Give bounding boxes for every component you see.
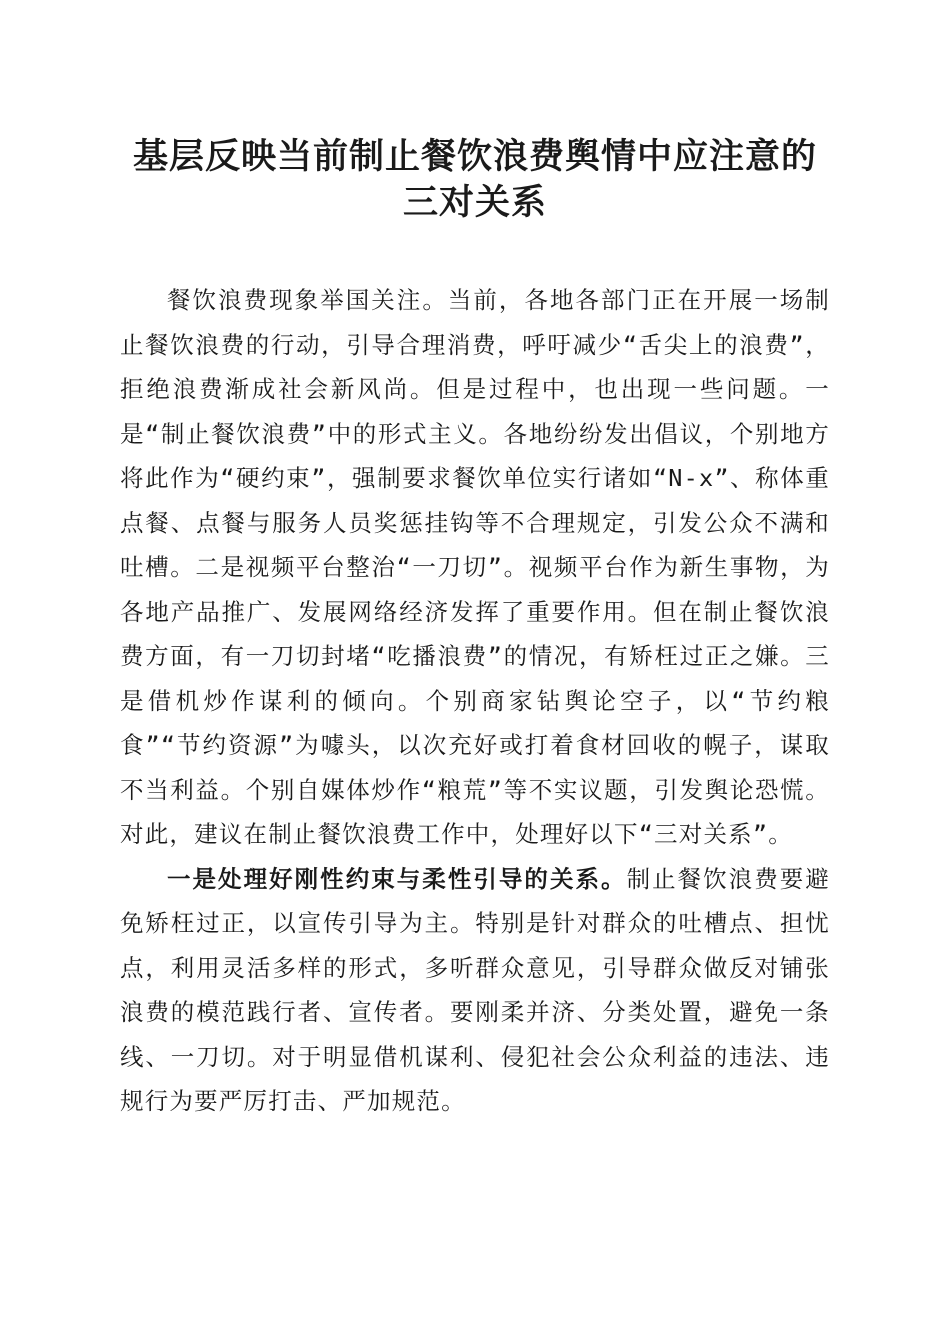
paragraph-intro bbox=[120, 278, 830, 857]
paragraph-intro-text: 餐饮浪费现象举国关注。当前，各地各部门正在开展一场制止餐饮浪费的行动，引导合理消费，呼吁减少“舌尖上的浪费”，拒绝浪费渐成社会新风尚。但是过程中，也出现一些问题。一是“制止餐饮浪费”中的形式主义。各地纷纷发出倡议，个别地方将此作为“硬约束”，强制要求餐饮单位实行诸如“N-x”、称体重点餐、点餐与服务人员奖惩挂钩等不合理规定，引发公众不满和吐槽。二是视频平台整治“一刀切”。视频平台作为新生事物，为各地产品推广、发展网络经济发挥了重要作用。但在制止餐饮浪费方面，有一刀切封堵“吃播浪费”的情况，有矫枉过正之嫌。三是借机炒作谋利的倾向。个别商家钻舆论空子，以“节约粮食”“节约资源”为噱头，以次充好或打着食材回收的幌子，谋取不当利益。个别自媒体炒作“粮荒”等不实议题，引发舆论恐慌。对此，建议在制止餐饮浪费工作中，处理好以下“三对关系”。 bbox=[120, 286, 830, 848]
document-body bbox=[120, 278, 830, 1124]
paragraph-relation-one-lead: 一是处理好刚性约束与柔性引导的关系。 bbox=[167, 864, 627, 893]
document-title: 基层反映当前制止餐饮浪费舆情中应注意的三对关系 bbox=[132, 136, 817, 223]
paragraph-relation-one-text: 制止餐饮浪费要避免矫枉过正，以宣传引导为主。特别是针对群众的吐槽点、担忧点，利用灵活多样的形式，多听群众意见，引导群众做反对铺张浪费的模范践行者、宣传者。要刚柔并济、分类处置，避免一条线、一刀切。对于明显借机谋利、侵犯社会公众利益的违法、违规行为要严厉打击、严加规范。 bbox=[120, 864, 830, 1115]
paragraph-relation-one bbox=[120, 857, 830, 1124]
